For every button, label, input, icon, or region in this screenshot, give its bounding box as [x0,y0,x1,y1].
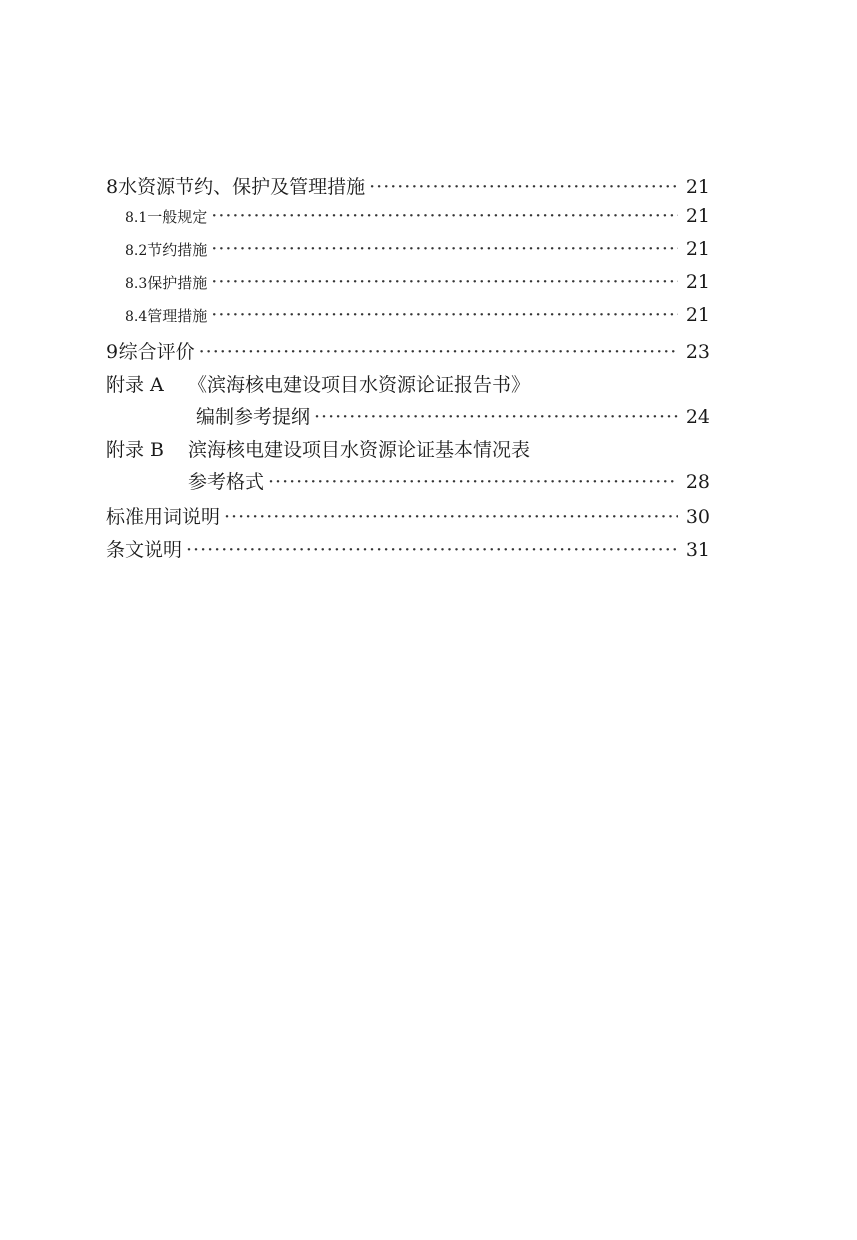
toc-entry-title: 水资源节约、保护及管理措施 [118,176,366,198]
toc-entry-title: 管理措施 [147,307,208,325]
toc-leader-dots [224,506,678,528]
toc-entry-page: 23 [685,341,710,363]
toc-entry[interactable] [106,502,710,532]
toc-entry-number: 附录 B [106,439,165,461]
toc-entry-continuation[interactable] [188,467,710,497]
toc-entry-title: 条文说明 [106,539,183,561]
toc-entry[interactable] [106,535,710,565]
toc-entry-title: 综合评价 [118,341,195,363]
toc-leader-dots [369,176,678,198]
toc-entry-title-continuation: 参考格式 [188,471,265,493]
toc-leader-dots [211,238,678,260]
toc-leader-dots [211,304,678,326]
toc-entry[interactable] [125,271,710,301]
toc-entry-number: 8.3 [125,276,148,292]
toc-entry[interactable] [125,205,710,235]
toc-entry[interactable] [106,337,710,367]
toc-entry-page: 21 [685,271,710,293]
toc-entry[interactable] [125,304,710,334]
toc-entry[interactable] [106,435,710,465]
toc-leader-dots [211,205,678,227]
toc-entry-page: 28 [685,471,710,493]
toc-entry-continuation[interactable] [196,402,710,432]
toc-entry-page: 21 [685,176,710,198]
toc-entry-title: 节约措施 [147,241,208,259]
toc-entry-title-continuation: 编制参考提纲 [196,406,311,428]
toc-entry-page: 21 [685,304,710,326]
toc-leader-dots [314,406,678,428]
toc-entry-title: 一般规定 [147,208,208,226]
toc-leader-dots [186,539,678,561]
toc-entry-number: 9 [106,341,119,363]
toc-entry-number: 附录 A [106,374,164,396]
toc-entry-number: 8.1 [125,210,148,226]
toc-leader-dots [199,341,678,363]
toc-entry-number: 8.2 [125,243,148,259]
toc-entry-title: 滨海核电建设项目水资源论证基本情况表 [188,439,531,461]
toc-entry-number: 8.4 [125,309,148,325]
toc-leader-dots [268,471,678,493]
toc-leader-dots [211,271,678,293]
toc-entry-page: 31 [685,539,710,561]
toc-entry-number: 8 [106,176,119,198]
toc-entry-page: 21 [685,205,710,227]
toc-entry-title: 标准用词说明 [106,506,221,528]
toc-entry-title: 保护措施 [147,274,208,292]
toc-entry[interactable] [125,238,710,268]
toc-entry[interactable] [106,370,710,400]
toc-entry-title: 《滨海核电建设项目水资源论证报告书》 [188,374,531,396]
toc-entry-page: 24 [685,406,710,428]
toc-entry-page: 30 [685,506,710,528]
toc-entry-page: 21 [685,238,710,260]
toc-entry[interactable] [106,172,710,202]
